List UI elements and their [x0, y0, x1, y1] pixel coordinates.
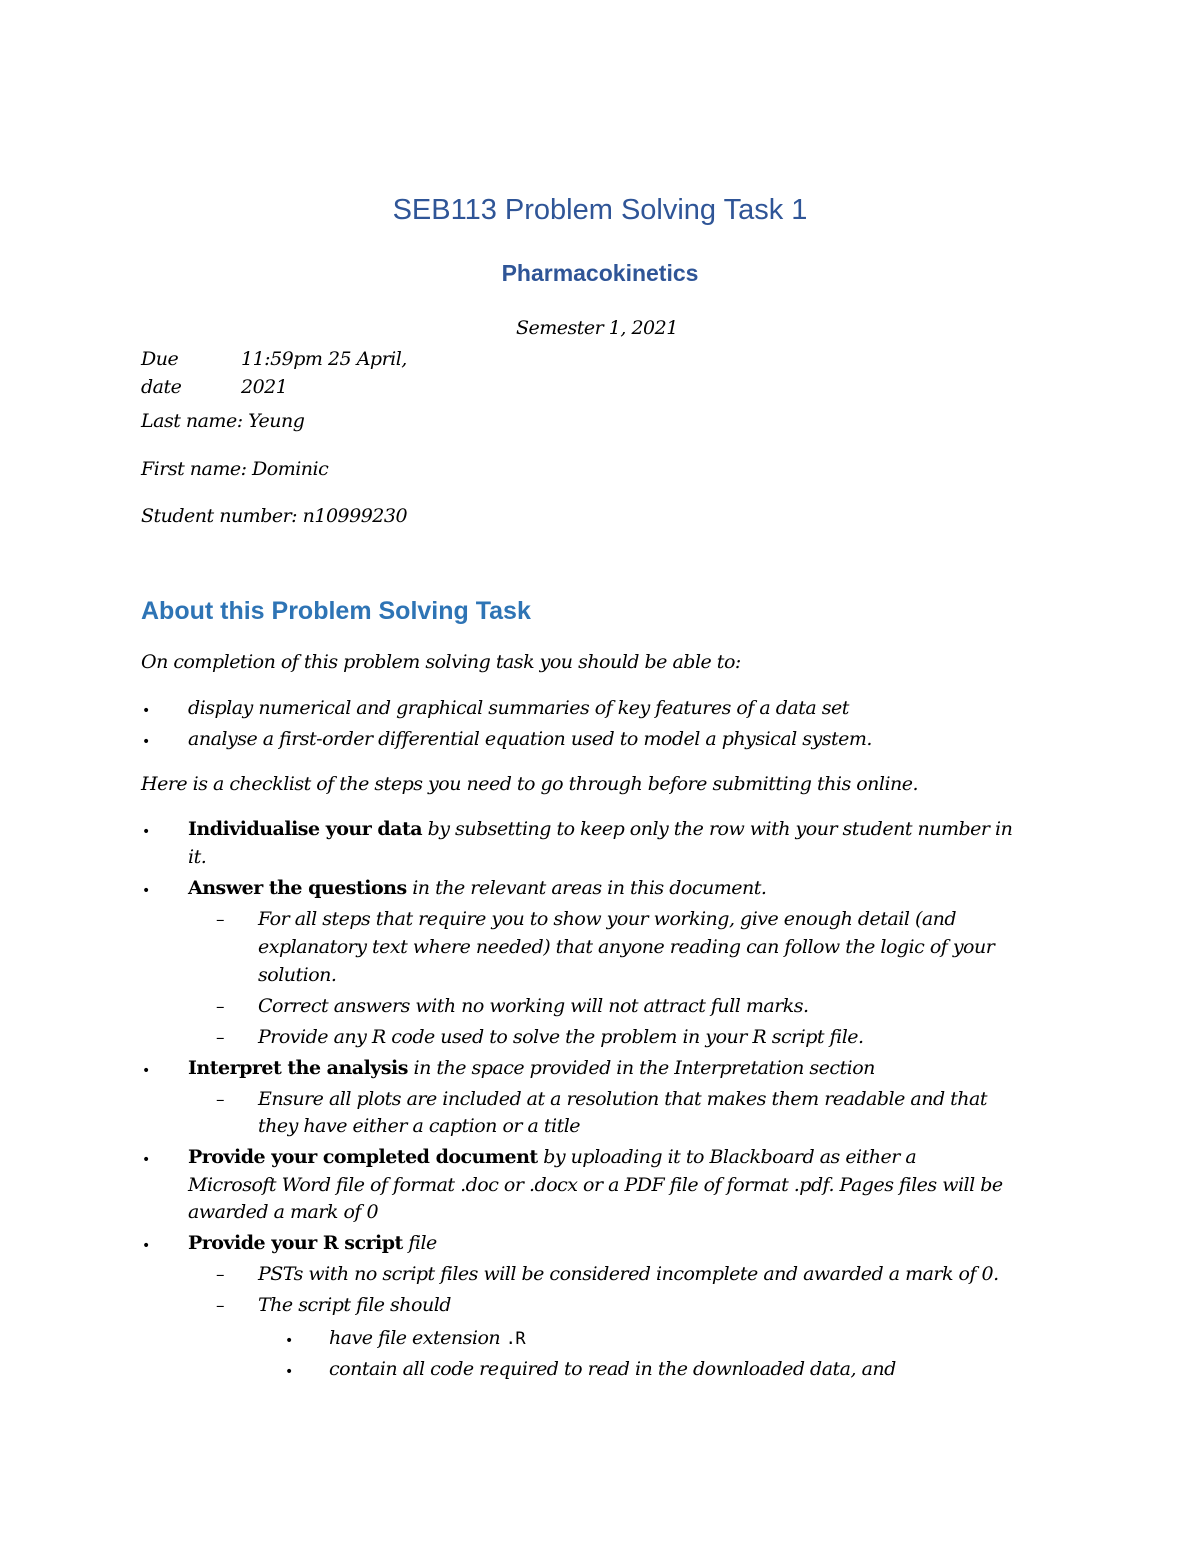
bullet-glyph: • [142, 734, 151, 750]
checklist-item-individualise [188, 818, 1012, 840]
semester-line: Semester 1, 2021 [516, 317, 678, 339]
checklist-item-answer [188, 877, 766, 899]
item-bold-label: Provide your R script [188, 1232, 403, 1254]
item-text: by uploading it to Blackboard as either a [537, 1146, 917, 1168]
checklist-item-provide-document [188, 1146, 916, 1168]
document-title: SEB113 Problem Solving Task 1 [392, 194, 808, 226]
dash-glyph: – [216, 997, 225, 1017]
item-text: by subsetting to keep only the row with your student number in [422, 818, 1013, 840]
item-bold-label: Individualise your data [188, 818, 423, 840]
item-text-continued: awarded a mark of 0 [188, 1201, 379, 1223]
sub-sub-item [329, 1327, 525, 1349]
due-label-line2: date [141, 376, 182, 398]
sub-item-text: PSTs with no script files will be considered incomplete and awarded a mark of 0. [258, 1263, 999, 1285]
sub-item-text: Ensure all plots are included at a resolution that makes them readable and that [258, 1088, 987, 1110]
sub-item-text: The script file should [258, 1294, 451, 1316]
due-value-line2: 2021 [241, 376, 288, 398]
item-text: in the relevant areas in this document. [406, 877, 767, 899]
student-number: Student number: n10999230 [141, 505, 408, 527]
last-name: Last name: Yeung [141, 410, 305, 432]
sub-sub-item-text: have file extension [329, 1327, 506, 1349]
objective-item: display numerical and graphical summaries of key features of a data set [188, 697, 849, 719]
item-bold-label: Answer the questions [188, 877, 407, 899]
bullet-glyph: • [285, 1364, 294, 1380]
file-extension-code: .R [505, 1329, 526, 1349]
due-label-line1: Due [141, 348, 179, 370]
checklist-intro: Here is a checklist of the steps you need to go through before submitting this online. [141, 773, 919, 795]
bullet-glyph: • [142, 1063, 151, 1079]
first-name: First name: Dominic [141, 458, 329, 480]
sub-sub-item-text: contain all code required to read in the downloaded data, and [329, 1358, 896, 1380]
dash-glyph: – [216, 1296, 225, 1316]
sub-item-text: they have either a caption or a title [258, 1115, 581, 1137]
bullet-glyph: • [142, 1238, 151, 1254]
bullet-glyph: • [142, 703, 151, 719]
bullet-glyph: • [142, 1152, 151, 1168]
due-value-line1: 11:59pm 25 April, [241, 348, 407, 370]
sub-item-text: Provide any R code used to solve the problem in your R script file. [258, 1026, 864, 1048]
bullet-glyph: • [285, 1333, 294, 1349]
item-bold-label: Interpret the analysis [188, 1057, 408, 1079]
bullet-glyph: • [142, 824, 151, 840]
item-bold-label: Provide your completed document [188, 1146, 538, 1168]
item-text: in the space provided in the Interpretation section [407, 1057, 875, 1079]
sub-item-text: solution. [258, 964, 337, 986]
document-subtitle: Pharmacokinetics [501, 260, 699, 286]
item-text-continued: Microsoft Word file of format .doc or .docx or a PDF file of format .pdf. Pages files will be [188, 1174, 1003, 1196]
item-text-continued: it. [188, 846, 207, 868]
dash-glyph: – [216, 1265, 225, 1285]
dash-glyph: – [216, 910, 225, 930]
objective-item: analyse a first-order differential equation used to model a physical system. [188, 728, 872, 750]
dash-glyph: – [216, 1090, 225, 1110]
intro-text: On completion of this problem solving task you should be able to: [141, 651, 741, 673]
checklist-item-interpret [188, 1057, 875, 1079]
sub-item-text: For all steps that require you to show your working, give enough detail (and [258, 908, 957, 930]
bullet-glyph: • [142, 883, 151, 899]
checklist-item-provide-script [188, 1232, 437, 1254]
sub-item-text: Correct answers with no working will not attract full marks. [258, 995, 809, 1017]
section-heading: About this Problem Solving Task [141, 597, 531, 625]
sub-item-text: explanatory text where needed) that anyone reading can follow the logic of your [258, 936, 995, 958]
item-text: file [402, 1232, 437, 1254]
dash-glyph: – [216, 1028, 225, 1048]
